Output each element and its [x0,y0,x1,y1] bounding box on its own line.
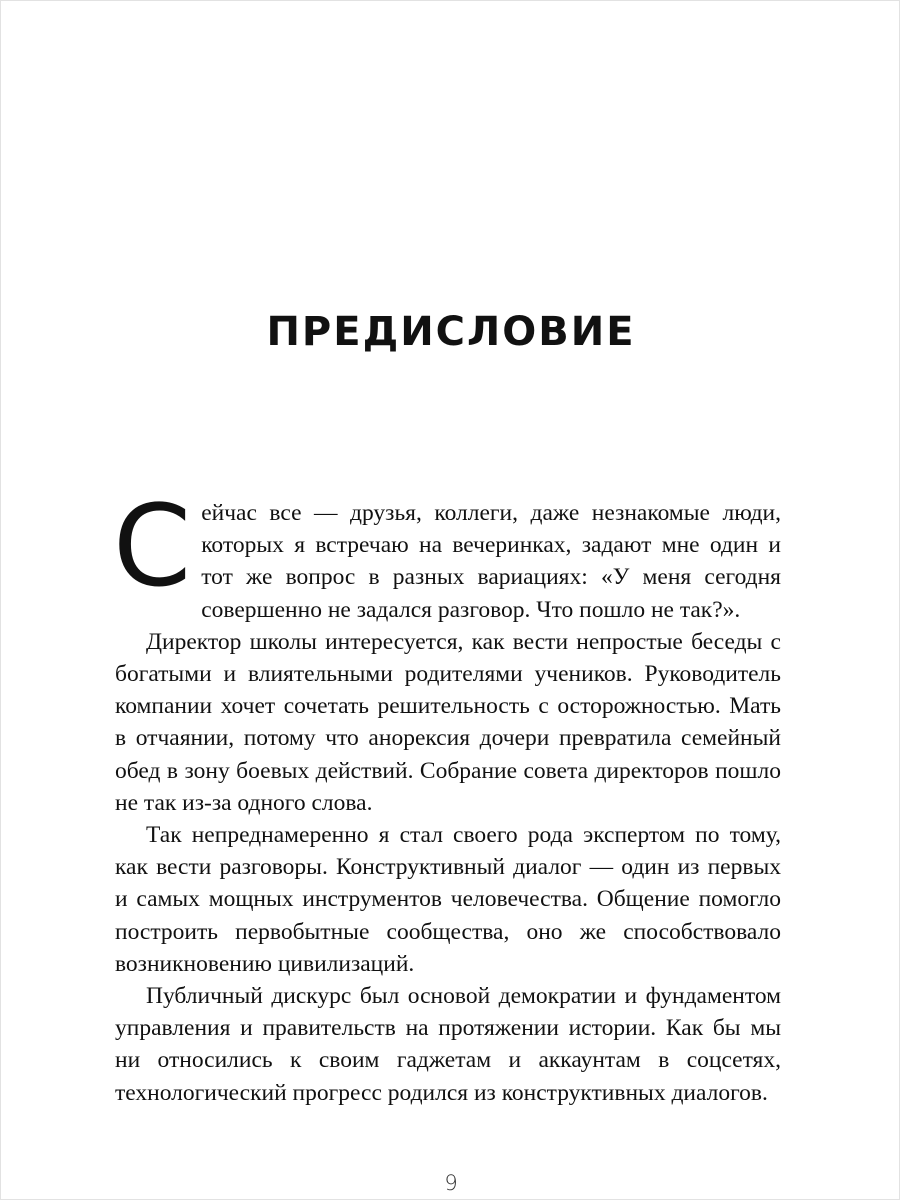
drop-cap-letter: С [113,482,192,612]
paragraph-1-text: ейчас все — друзья, коллеги, даже незнакомые люди, которых я встречаю на вечеринках, задают мне один и тот же вопрос в разных вариациях: «У меня сегодня совершенно не задался разговор. Что пошло не так?». [201,500,781,623]
page-number: 9 [444,1171,458,1195]
paragraph-4: Публичный дискурс был основой демократии и фундаментом управления и правительств на протяжении истории. Как бы мы ни относились к своим гаджетам и аккаунтам в соцсетях, технологический прогресс родился из конструктивных диалогов. [115,983,781,1106]
paragraph-2: Директор школы интересуется, как вести непростые беседы с богатыми и влиятельными родителями учеников. Руководитель компании хочет сочетать решительность с осторожностью. Мать в отчаянии, потому что анорексия дочери превратила семейный обед в зону боевых действий. Собрание совета директоров пошло не так из-за одного слова. [115,628,781,816]
paragraph-1 [113,482,781,626]
chapter-title: ПРЕДИСЛОВИЕ [266,309,636,355]
body-text [113,482,781,1109]
paragraph-3: Так непреднамеренно я стал своего рода экспертом по тому, как вести разговоры. Конструктивный диалог — один из первых и самых мощных инструментов человечества. Общение помогло построить первобытные сообщества, оно же способствовало возникновению цивилизаций. [115,822,781,977]
